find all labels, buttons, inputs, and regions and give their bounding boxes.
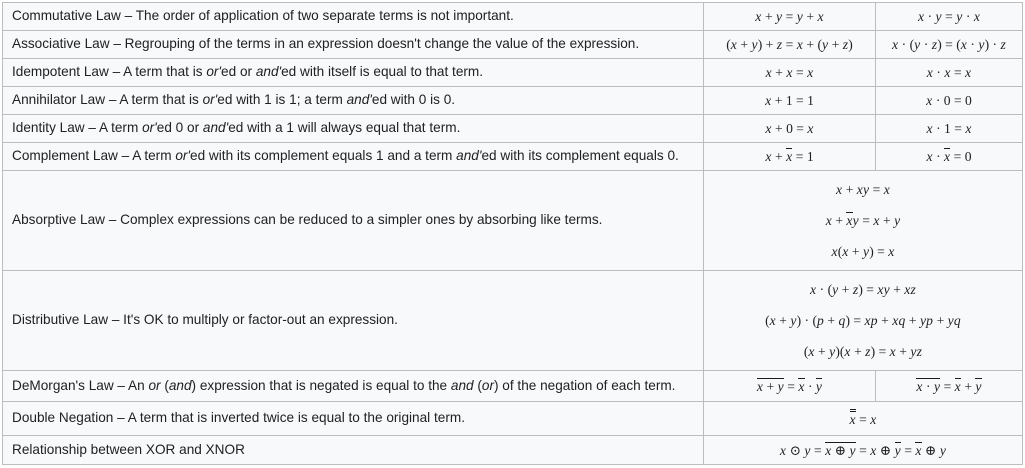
and-form-formula: x · y = x + y — [876, 371, 1023, 402]
and-form-formula: x · y = y · x — [876, 3, 1023, 31]
table-row — [3, 271, 1023, 371]
law-description: Double Negation – A term that is inverted twice is equal to the original term. — [3, 402, 704, 436]
or-form-formula: x + x = x — [704, 59, 876, 87]
and-form-formula: x · 0 = 0 — [876, 87, 1023, 115]
table-row — [3, 143, 1023, 171]
law-description: Distributive Law – It's OK to multiply or factor-out an expression. — [3, 271, 704, 371]
table-row — [3, 371, 1023, 402]
formula-group: x ⊙ y = x ⊕ y = x ⊕ y = x ⊕ y — [704, 436, 1023, 465]
table-row — [3, 3, 1023, 31]
formula-line: (x + y)(x + z) = x + yz — [803, 344, 923, 359]
table-row — [3, 171, 1023, 271]
table-row — [3, 115, 1023, 143]
law-description: Relationship between XOR and XNOR — [3, 436, 704, 465]
or-form-formula: x + 1 = 1 — [704, 87, 876, 115]
formula-line: x + xy = x — [836, 182, 890, 197]
law-description: DeMorgan's Law – An or (and) expression that is negated is equal to the and (or) of the negation of each term. — [3, 371, 704, 402]
or-form-formula: x + y = x · y — [704, 371, 876, 402]
or-form-formula: (x + y) + z = x + (y + z) — [704, 31, 876, 59]
formula-line: x · (y + z) = xy + xz — [809, 282, 917, 297]
or-form-formula: x + x = 1 — [704, 143, 876, 171]
and-form-formula: x · (y · z) = (x · y) · z — [876, 31, 1023, 59]
formula-group — [704, 271, 1023, 371]
law-description: Annihilator Law – A term that is or'ed with 1 is 1; a term and'ed with 0 is 0. — [3, 87, 704, 115]
law-description: Commutative Law – The order of application of two separate terms is not important. — [3, 3, 704, 31]
law-description: Complement Law – A term or'ed with its complement equals 1 and a term and'ed with its complement equals 0. — [3, 143, 704, 171]
formula-group — [704, 171, 1023, 271]
table-row — [3, 402, 1023, 436]
formula-line: x + xy = x + y — [825, 213, 901, 228]
or-form-formula: x + y = y + x — [704, 3, 876, 31]
formula-line: x(x + y) = x — [831, 244, 895, 259]
law-description: Associative Law – Regrouping of the terms in an expression doesn't change the value of the expression. — [3, 31, 704, 59]
formula-group: x = x — [704, 402, 1023, 436]
and-form-formula: x · 1 = x — [876, 115, 1023, 143]
or-form-formula: x + 0 = x — [704, 115, 876, 143]
law-description: Idempotent Law – A term that is or'ed or and'ed with itself is equal to that term. — [3, 59, 704, 87]
table-row — [3, 31, 1023, 59]
boolean-laws-table — [2, 2, 1023, 465]
table-row — [3, 436, 1023, 465]
and-form-formula: x · x = x — [876, 59, 1023, 87]
table-row — [3, 59, 1023, 87]
and-form-formula: x · x = 0 — [876, 143, 1023, 171]
law-description: Absorptive Law – Complex expressions can be reduced to a simpler ones by absorbing like terms. — [3, 171, 704, 271]
table-row — [3, 87, 1023, 115]
law-description: Identity Law – A term or'ed 0 or and'ed with a 1 will always equal that term. — [3, 115, 704, 143]
formula-line: (x + y) · (p + q) = xp + xq + yp + yq — [765, 313, 961, 328]
